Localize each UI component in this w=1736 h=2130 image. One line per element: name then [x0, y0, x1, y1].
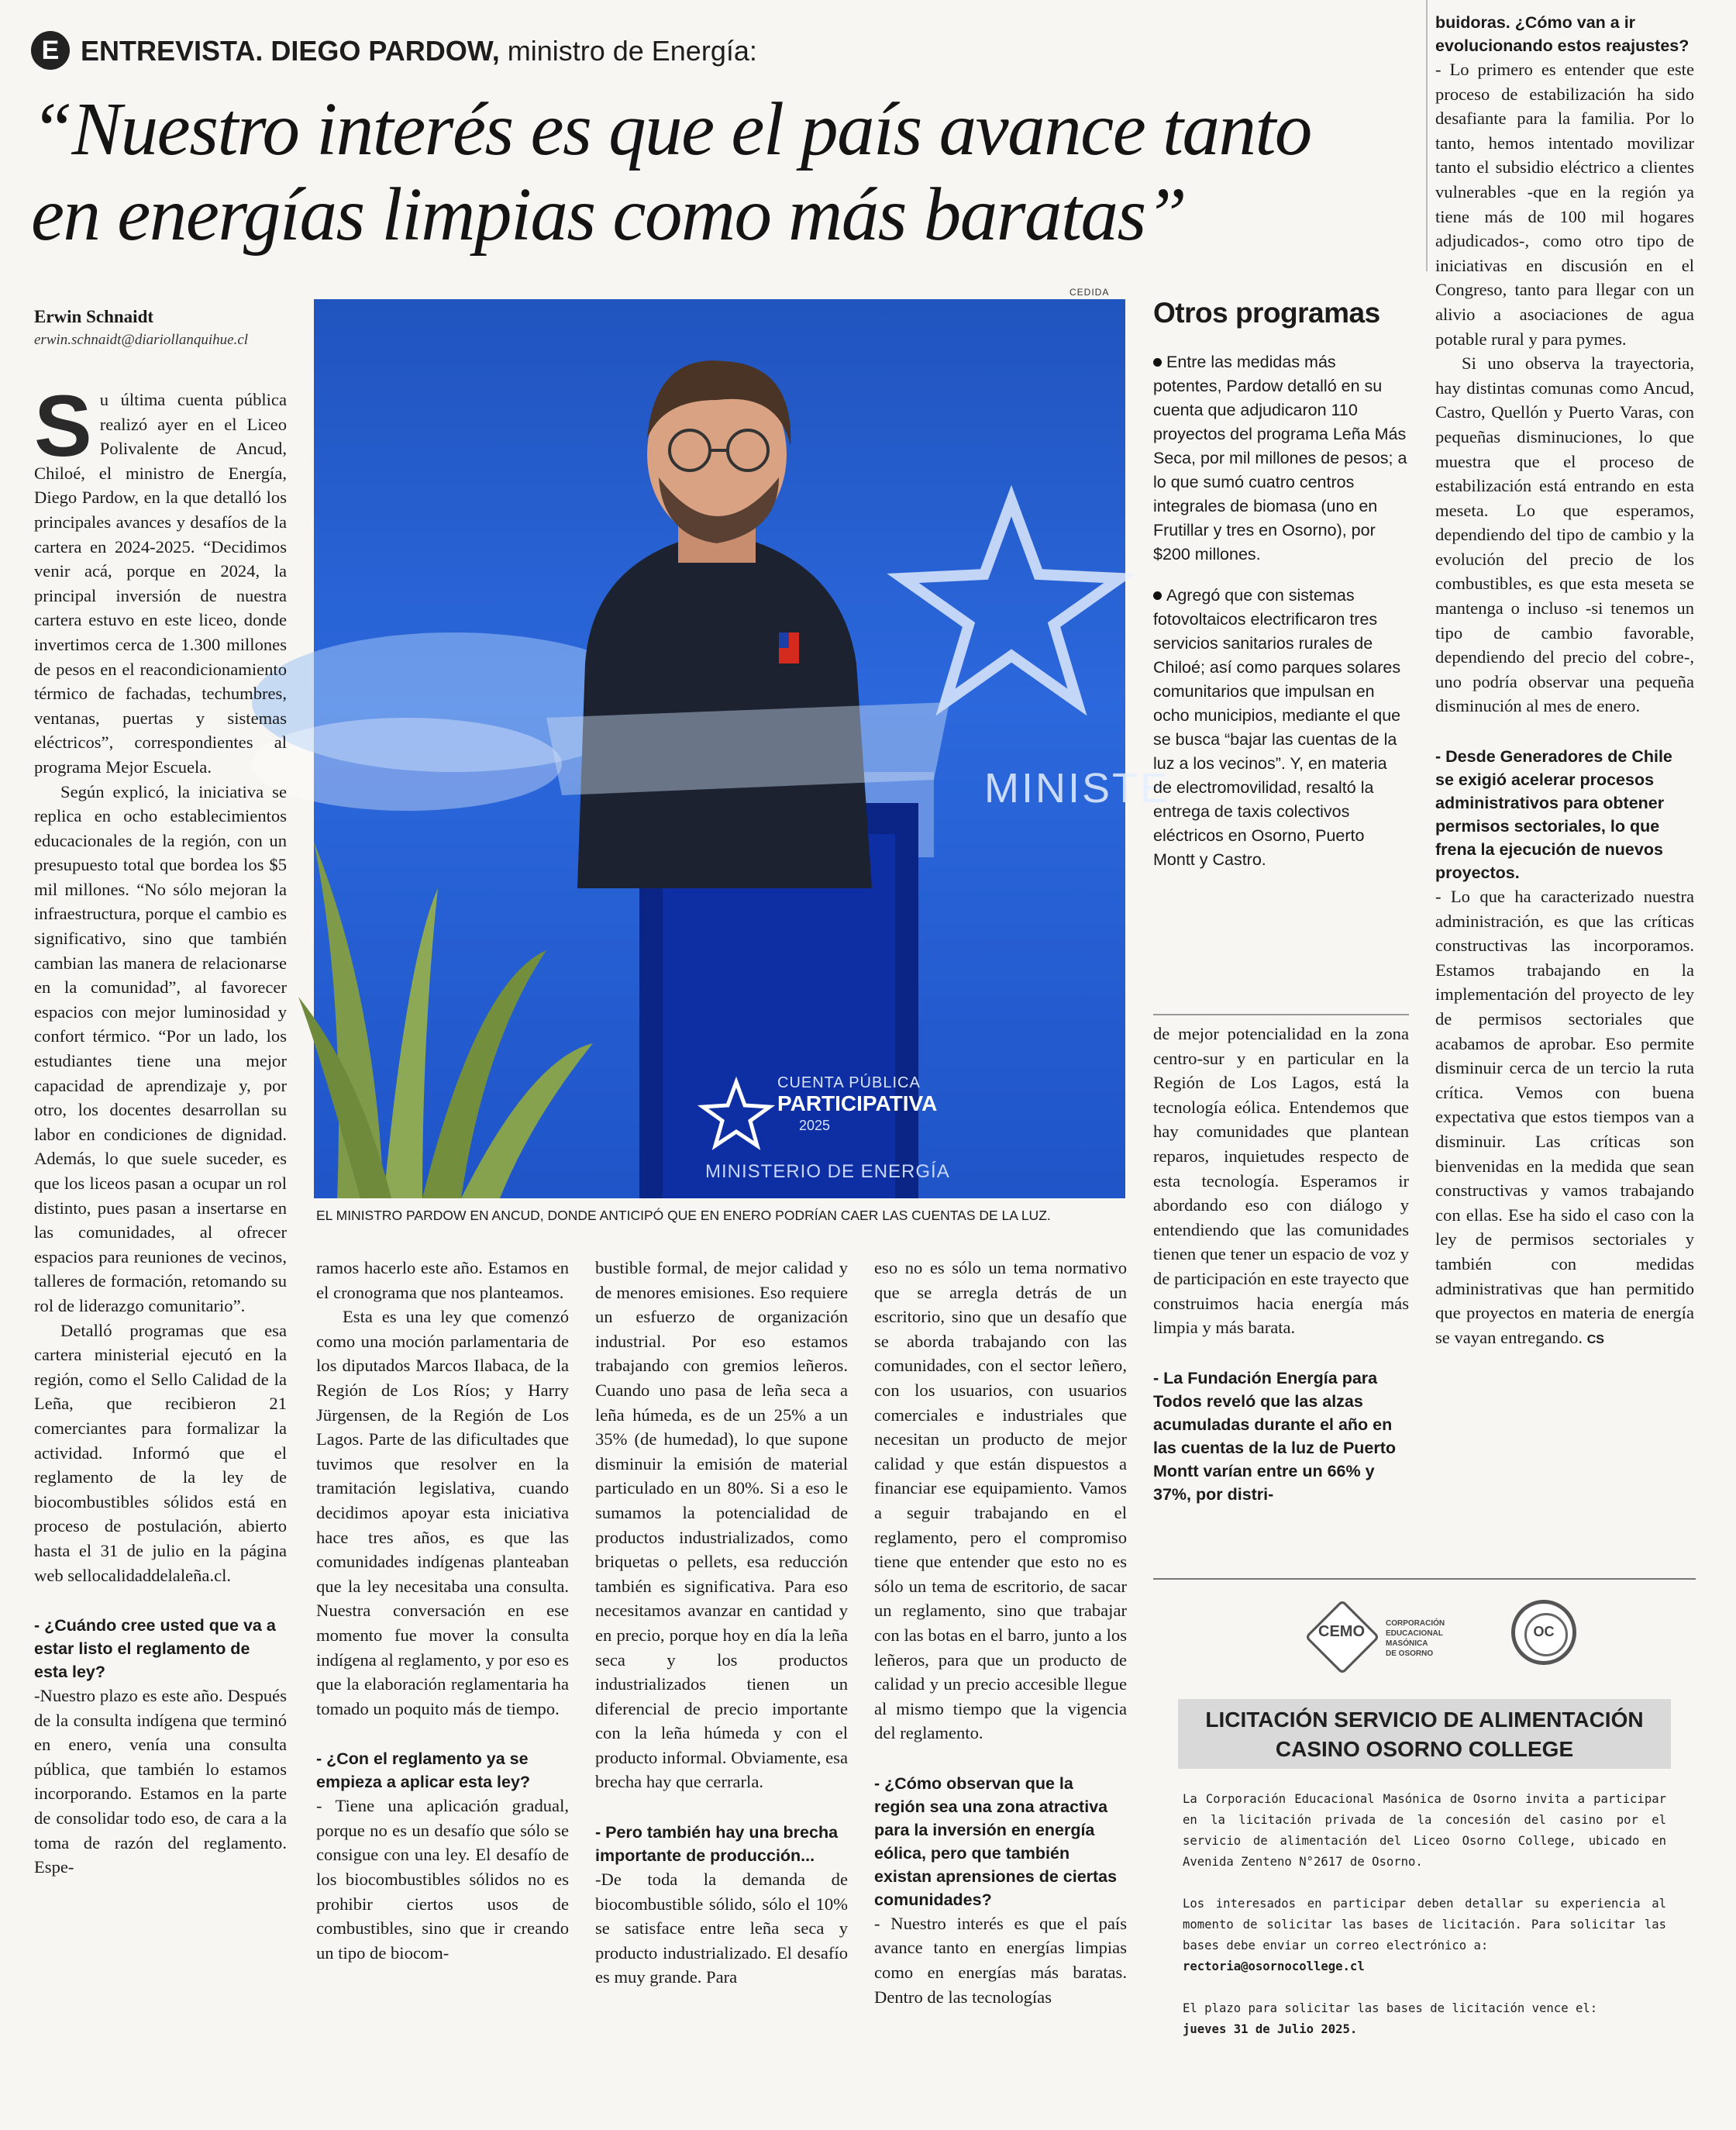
column-1: [34, 377, 287, 1880]
byline-email: erwin.schnaidt@diariollanquihue.cl: [34, 332, 249, 348]
col4-p1: eso no es sólo un tema normativo que se arregla detrás de un escritorio, sino que un desafío que se aborda trabajando con las comunidades, con el sector leñero, con los usuarios, con usuarios comerciales e industriales que necesitan un producto de mejor calidad y que están dispuestos a financiar ese equipamiento. Vamos a seguir trabajando en el reglamento, pero el compromiso tiene que entender que esto no es sólo un tema de escritorio, de sacar un reglamento, sino que trabajar con las botas en el barro, junto a los leñeros, para que un producto de calidad y un precio accesible llegue al mismo tiempo que la vigencia del reglamento.: [874, 1258, 1127, 1743]
interview-kicker: [81, 36, 757, 67]
ad-title-line-1: LICITACIÓN SERVICIO DE ALIMENTACIÓN: [1205, 1708, 1644, 1732]
cemo-text-3: MASÓNICA: [1386, 1639, 1428, 1648]
backdrop-text: MINISTE: [984, 765, 1171, 812]
main-photo: [314, 299, 1171, 1198]
col1-question: - ¿Cuándo cree usted que va a estar listo el reglamento de esta ley?: [34, 1616, 276, 1682]
podium-ministerio: MINISTERIO DE ENERGÍA: [705, 1161, 950, 1182]
end-mark-icon: CS: [1586, 1332, 1604, 1346]
ad-paragraph-3: El plazo para solicitar las bases de licitación vence el:: [1183, 2001, 1598, 2015]
podium-year: 2025: [799, 1118, 831, 1133]
bullet-icon: [1153, 591, 1162, 600]
ad-top-rule: [1153, 1578, 1696, 1580]
col6-question: - Desde Generadores de Chile se exigió acelerar procesos administrativos para obtener permisos sectoriales, lo que frena la ejecución de nuevos proyectos.: [1435, 747, 1672, 883]
sidebar-divider: [1153, 1014, 1409, 1015]
col3-p1: bustible formal, de mejor calidad y de menores emisiones. Eso requiere un esfuerzo de organización industrial. Por eso estamos trabajando con gremios leñeros. Cuando uno pasa de leña seca a leña húmeda, es de un 25% a un 35% (de humedad), lo que supone disminuir la emisión de material particulado en un 80%. Si a eso le sumamos la potencialidad de productos industrializados, como briquetas o pellets, esa reducción también es significativa. Para eso necesitamos avanzar en cantidad y en precio, porque hoy en día la leña seca y los productos industrializados tienen un diferencial de precio importante con la leña húmeda y con el producto informal. Obviamente, esa brecha hay que cerrarla.: [595, 1258, 848, 1792]
header-divider: [1426, 0, 1428, 271]
cemo-logo-letters: CEMO: [1318, 1623, 1365, 1640]
column-2: [316, 1256, 569, 1965]
cemo-logo-text: [1386, 1618, 1445, 1659]
podium-cuenta-publica: CUENTA PÚBLICA: [777, 1074, 921, 1091]
col2-p1: ramos hacerlo este año. Estamos en el cronograma que nos planteamos.: [316, 1258, 569, 1302]
col1-p2: Según explicó, la iniciativa se replica en ocho establecimientos educacionales de la región, con un presupuesto total que bordea los $5 mil millones. “No sólo mejoran la infraestructura, porque el cambio es significativo, sino que también cambian las manera de relacionarse en la comunidad”, al favorecer espacios con mejor luminosidad y confort térmico. “Por un lado, los estudiantes tiene una mejor capacidad de aprendizaje y, por otro, los docentes desarrollan su labor en condiciones de dignidad. Además, lo que suele suceder, es que los liceos pasan a ocupar un rol distinto, pues pasan a insertarse en las comunidades, al ofrecer espacios para reuniones de vecinos, talleres de formación, retomando su rol de liderazgo comunitario”.: [34, 781, 287, 1315]
col3-question: - Pero también hay una brecha importante de producción...: [595, 1823, 839, 1866]
ad-deadline: jueves 31 de Julio 2025.: [1183, 2022, 1358, 2036]
ad-title-line-2: CASINO OSORNO COLLEGE: [1275, 1737, 1574, 1761]
column-5: [1153, 1022, 1409, 1506]
col6-p2: Si uno observa la trayectoria, hay distintas comunas como Ancud, Castro, Quellón y Puerto Varas, con pequeñas disminuciones, lo que muestra que el proceso de estabilización está entrando en esta meseta. Lo que esperamos, dependiendo del tipo de cambio y la evolución del precio de los combustibles, es que esta meseta se mantenga o incluso -si tenemos un tipo de cambio favorable, dependiendo del precio del cobre-, uno podría observar una pequeña disminución al mes de enero.: [1435, 353, 1694, 716]
sidebar-title: Otros programas: [1153, 297, 1380, 329]
drop-cap: S: [34, 377, 92, 474]
col6-question-cont: buidoras. ¿Cómo van a ir evolucionando estos reajustes?: [1435, 13, 1690, 55]
headline-line-1: “Nuestro interés es que el país avance tanto: [31, 88, 1311, 171]
section-badge: [31, 31, 70, 70]
section-badge-letter: E: [41, 36, 60, 65]
column-6: [1435, 11, 1694, 1352]
ad-paragraph-2: Los interesados en participar deben detallar su experiencia al momento de solicitar las bases de licitación. Para solicitar las bases debe enviar un correo electrónico a:: [1183, 1897, 1666, 1952]
headline-line-2: en energías limpias como más baratas”: [31, 173, 1187, 256]
column-3: [595, 1256, 848, 1990]
sidebar-item-2: [1153, 584, 1409, 872]
sidebar-item-1-text: Entre las medidas más potentes, Pardow detalló en su cuenta que adjudicaron 110 proyectos del programa Leña Más Seca, por mil millones de pesos; a lo que sumó cuatro centros integrales de biomasa (uno en Frutillar y tres en Osorno), por $200 millones.: [1153, 353, 1407, 564]
byline: [34, 305, 313, 352]
osorno-college-seal: [1511, 1600, 1576, 1665]
col6-p3-text: - Lo que ha caracterizado nuestra administración, es que las críticas constructivas las incorporamos. Estamos trabajando en la implementación del proyecto de ley de permisos sectoriales que acabamos de aprobar. Eso permite disminuir cerca de un tercio la ruta crítica. Vemos con buena expectativa que estos tiempos van a disminuir. Las críticas son bienvenidas en la medida que sean constructivas y vamos trabajando con ellas. Ese ha sido el caso con la ley de permisos sectoriales y también con medidas administrativas que han permitido que proyectos en materia de energía se vayan entregando.: [1435, 887, 1694, 1347]
col3-p2: -De toda la demanda de biocombustible sólido, sólo el 10% se satisface entre leña seca y producto industrializado. El desafío es muy grande. Para: [595, 1870, 848, 1987]
ad-body: [1183, 1789, 1666, 2040]
ad-box: [1153, 1586, 1696, 2113]
cemo-text-1: CORPORACIÓN: [1386, 1619, 1445, 1628]
col2-p3: - Tiene una aplicación gradual, porque no es un desafío que sólo se consigue con una ley. El desafío de los biocombustibles sólidos no es prohibir ciertos usos de combustibles, sino que ir creando un tipo de biocom-: [316, 1796, 569, 1963]
sidebar-otros-programas: [1153, 296, 1409, 889]
cemo-text-2: EDUCACIONAL: [1386, 1629, 1443, 1638]
podium-participativa: PARTICIPATIVA: [777, 1091, 938, 1115]
kicker-strong: ENTREVISTA. DIEGO PARDOW,: [81, 35, 500, 67]
col6-p3: [1435, 884, 1694, 1352]
col1-p3: Detalló programas que esa cartera ministerial ejecutó en la región, como el Sello Calidad de la Leña, que recibieron 21 comerciantes para formalizar la actividad. Informó que el reglamento de la ley de biocombustibles sólidos está en proceso de postulación, abierto hasta el 31 de julio en la página web sellocalidaddelaleña.cl.: [34, 1320, 287, 1585]
col1-p1: u última cuenta pública realizó ayer en el Liceo Polivalente de Ancud, Chiloé, el ministro de Energía, Diego Pardow, en la que detalló los principales avances y desafíos de la cartera en 2024-2025. “Decidimos venir acá, porque en 2024, la principal inversión de nuestra cartera estuvo en este liceo, donde invertimos cerca de 1.300 millones de pesos en el reacondicionamiento térmico de fachadas, techumbres, ventanas, puertas y sistemas eléctricos”, correspondientes al programa Mejor Escuela.: [34, 390, 287, 777]
photo-scene: [314, 299, 1125, 1198]
col4-p2: - Nuestro interés es que el país avance tanto en energías limpias como en energías más baratas. Dentro de las tecnologías: [874, 1913, 1127, 2007]
seal-letters: OC: [1533, 1624, 1555, 1639]
column-4: [874, 1256, 1127, 2009]
col2-question: - ¿Con el reglamento ya se empieza a aplicar esta ley?: [316, 1749, 531, 1792]
col1-p4: -Nuestro plazo es este año. Después de la consulta indígena que terminó en enero, venía una consulta pública, que también lo estamos incorporando. Estamos en la parte de consolidar todo eso, de cara a la toma de razón del reglamento. Espe-: [34, 1686, 287, 1877]
col5-p1: de mejor potencialidad en la zona centro-sur y en particular en la Región de Los Lagos, está la tecnología eólica. Entendemos que hay comunidades que plantean reparos, inquietudes respecto de esta tecnología. Esperamos ir abordando eso con diálogo y entendiendo que las comunidades tienen que tener un espacio de voz y de participación en este trayecto que construimos hacia energía más limpia y más barata.: [1153, 1024, 1409, 1338]
headline: [31, 87, 1395, 257]
col4-question: - ¿Cómo observan que la región sea una zona atractiva para la inversión en energía eólica, pero que también existan aprensiones de ciertas comunidades?: [874, 1773, 1118, 1909]
sidebar-item-1: [1153, 350, 1409, 567]
photo-caption: EL MINISTRO PARDOW EN ANCUD, DONDE ANTICIPÓ QUE EN ENERO PODRÍAN CAER LAS CUENTAS DE LA LUZ.: [316, 1208, 1051, 1223]
sidebar-item-2-text: Agregó que con sistemas fotovoltaicos electrificaron tres servicios sanitarios rurales de Chiloé; así como parques solares comunitarios que impulsan en ocho municipios, mediante el que se busca “bajar las cuentas de la luz a los vecinos”. Y, en materia de electromovilidad, resaltó la entrega de taxis colectivos eléctricos en Osorno, Puerto Montt y Castro.: [1153, 586, 1401, 869]
photo-credit: CEDIDA: [1070, 287, 1110, 298]
ad-paragraph-1: La Corporación Educacional Masónica de Osorno invita a participar en la licitación privada de la concesión del casino por el servicio de alimentación del Liceo Osorno College, ubicado en Avenida Zenteno N°2617 de Osorno.: [1183, 1792, 1666, 1869]
ad-email: rectoria@osornocollege.cl: [1183, 1959, 1365, 1973]
bullet-icon: [1153, 358, 1162, 367]
cemo-text-4: DE OSORNO: [1386, 1649, 1434, 1658]
kicker-rest: ministro de Energía:: [499, 35, 757, 67]
byline-author: Erwin Schnaidt: [34, 307, 154, 326]
col6-p1: - Lo primero es entender que este proceso de estabilización ha sido desafiante para la familia. Por lo tanto, hemos intentado movilizar tanto el subsidio eléctrico a clientes vulnerables -que en la región ya tiene más de 100 mil hogares adjudicados-, como otro tipo de iniciativas en discusión en el Congreso, tanto para llegar con un alivio a asociaciones de agua potable rural y para pymes.: [1435, 60, 1694, 349]
ad-title-banner: [1178, 1699, 1671, 1769]
col5-question: - La Fundación Energía para Todos reveló que las alzas acumuladas durante el año en las cuentas de la luz de Puerto Montt varían entre un 66% y 37%, por distri-: [1153, 1368, 1397, 1504]
col2-p2: Esta es una ley que comenzó como una moción parlamentaria de los diputados Marcos Ilabaca, de la Región de Los Ríos; y Harry Jürgensen, de la Región de Los Lagos. Parte de las dificultades que tuvimos que resolver en la tramitación legislativa, cuando decidimos apoyar esta iniciativa hace tres años, es que las comunidades indígenas planteaban que la ley necesitaba una consulta. Nuestra conversación en ese momento fue mover la consulta indígena al reglamento, y por eso es que la elaboración reglamentaria ha tomado un poquito más de tiempo.: [316, 1307, 569, 1718]
